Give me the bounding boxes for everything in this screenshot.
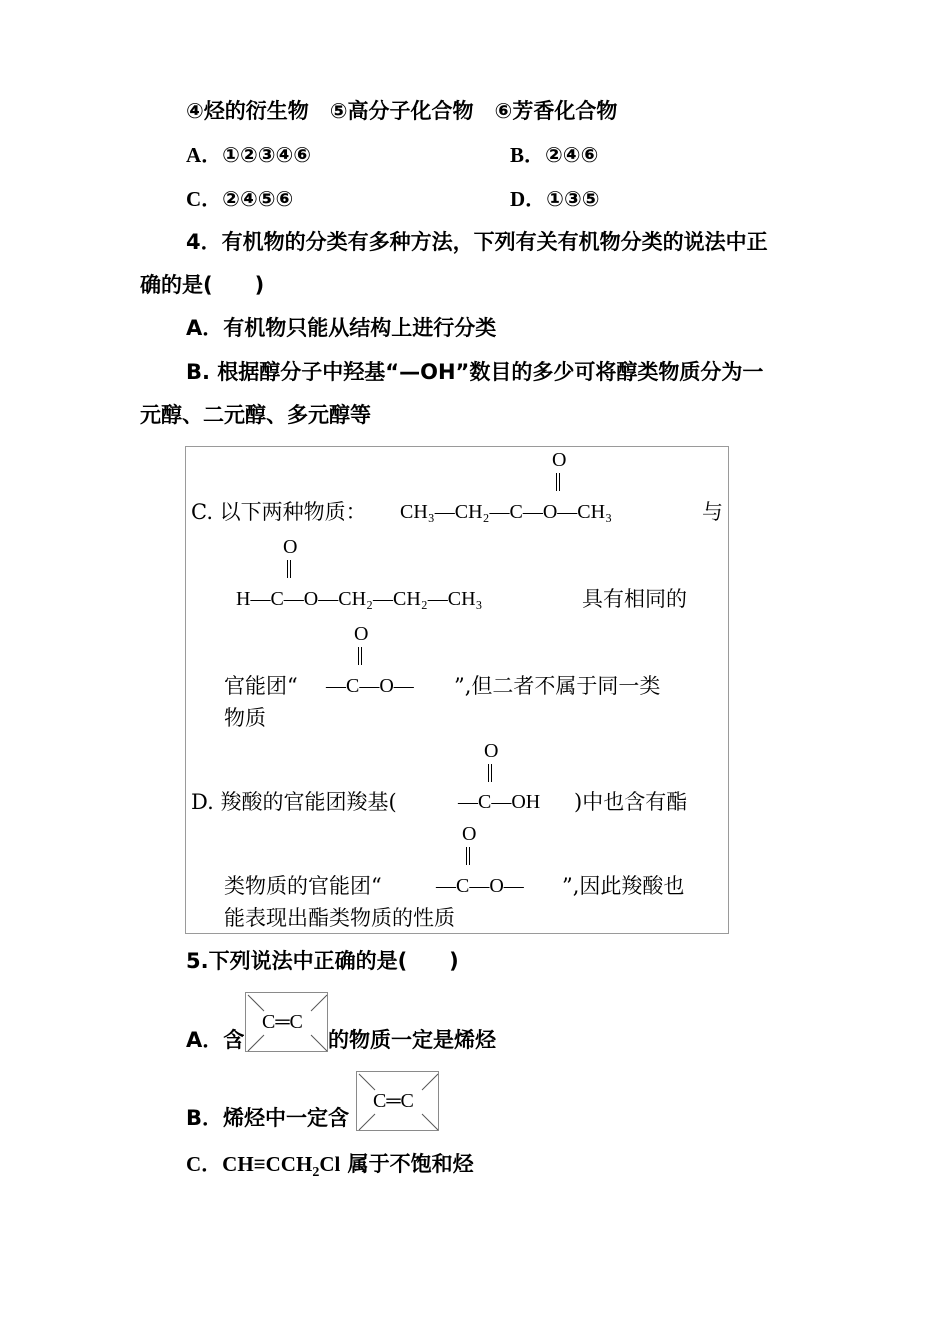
carbon-double-bond-image <box>245 992 328 1052</box>
q5-option-a-suffix: 的物质一定是烯烃 <box>328 1028 496 1052</box>
q3-option-a-label: A． <box>186 143 223 167</box>
double-bond-mark <box>556 473 560 491</box>
q3-option-b-text: ②④⑥ <box>545 143 599 167</box>
formula-end: Cl <box>319 1152 341 1176</box>
double-bond-mark <box>488 764 492 782</box>
q3-option-c-text: ②④⑤⑥ <box>222 187 294 211</box>
q3-option-b-label: B． <box>510 143 546 167</box>
q4-options-cd-image <box>185 446 729 934</box>
formula-main: CH≡CCH <box>222 1152 313 1176</box>
carbonyl-oxygen: O <box>283 536 298 558</box>
double-bond-mark <box>466 847 470 865</box>
q4-option-c-fg-prefix: 官能团“ <box>224 674 298 698</box>
ester-group-formula: —C—O— <box>326 675 414 697</box>
q4-option-c-mid: 具有相同的 <box>582 587 687 611</box>
q3-option-c[interactable] <box>186 186 293 212</box>
q5-stem: 5.下列说法中正确的是( ) <box>186 949 459 973</box>
double-bond-mark <box>358 647 362 665</box>
q3-option-d-label: D． <box>510 187 547 211</box>
q5-option-c-text: 属于不饱和烃 <box>347 1152 474 1176</box>
q4-option-d-line2-prefix: 类物质的官能团“ <box>224 874 382 898</box>
carbonyl-oxygen: O <box>354 623 369 645</box>
q3-option-d[interactable] <box>510 186 600 212</box>
carbonyl-oxygen: O <box>462 823 477 845</box>
q3-option-c-label: C． <box>186 187 223 211</box>
carboxyl-group-formula: —C—OH <box>458 791 541 813</box>
q4-option-d-line2-suffix: ”,因此羧酸也 <box>562 874 685 898</box>
q4-option-d-suffix: )中也含有酯 <box>574 790 688 814</box>
q3-option-a-text: ①②③④⑥ <box>222 143 312 167</box>
q5-option-c-formula <box>222 1152 341 1181</box>
q5-option-c-label: C． <box>186 1152 223 1176</box>
q4-option-d-prefix[interactable]: D. 羧酸的官能团羧基( <box>191 790 397 814</box>
q4-option-b-line-2: 元醇、二元醇、多元醇等 <box>140 403 371 427</box>
q4-option-c-end: 物质 <box>224 706 266 730</box>
q3-option-a[interactable] <box>186 142 311 168</box>
q4-option-c-formula-1: CH₃—CH₂—C—O—CH₃ <box>400 501 613 523</box>
ester-group-formula: —C—O— <box>436 875 524 897</box>
q4-option-c-fg-suffix: ”,但二者不属于同一类 <box>454 674 661 698</box>
formula-subscript: 2 <box>312 1165 320 1181</box>
q4-option-d-end: 能表现出酯类物质的性质 <box>224 906 455 930</box>
cc-symbol: C═C <box>373 1090 414 1112</box>
q4-stem-line-2: 确的是( ) <box>140 273 265 297</box>
q3-option-d-text: ①③⑤ <box>546 187 600 211</box>
double-bond-mark <box>287 560 291 578</box>
q4-option-c-prefix[interactable]: C. 以下两种物质： <box>191 500 367 524</box>
q3-option-b[interactable] <box>510 142 598 168</box>
q4-option-b-line-1[interactable]: B. 根据醇分子中羟基“—OH”数目的多少可将醇类物质分为一 <box>186 360 764 384</box>
option-line-4-5-6: ④烃的衍生物 ⑤高分子化合物 ⑥芳香化合物 <box>186 99 618 123</box>
q4-option-c-formula-2: H—C—O—CH₂—CH₂—CH₃ <box>236 588 483 610</box>
q4-stem-line-1: 4．有机物的分类有多种方法，下列有关有机物分类的说法中正 <box>186 230 768 254</box>
q5-option-b-prefix[interactable]: B．烯烃中一定含 <box>186 1106 350 1130</box>
q5-option-c[interactable] <box>186 1151 474 1186</box>
q4-option-a[interactable]: A．有机物只能从结构上进行分类 <box>186 316 497 340</box>
cc-symbol: C═C <box>262 1011 303 1033</box>
carbonyl-oxygen: O <box>484 740 499 762</box>
q4-option-c-with: 与 <box>702 500 723 524</box>
q5-option-a-prefix[interactable]: A．含 <box>186 1028 245 1052</box>
carbon-double-bond-image <box>356 1071 439 1131</box>
carbonyl-oxygen: O <box>552 449 567 471</box>
